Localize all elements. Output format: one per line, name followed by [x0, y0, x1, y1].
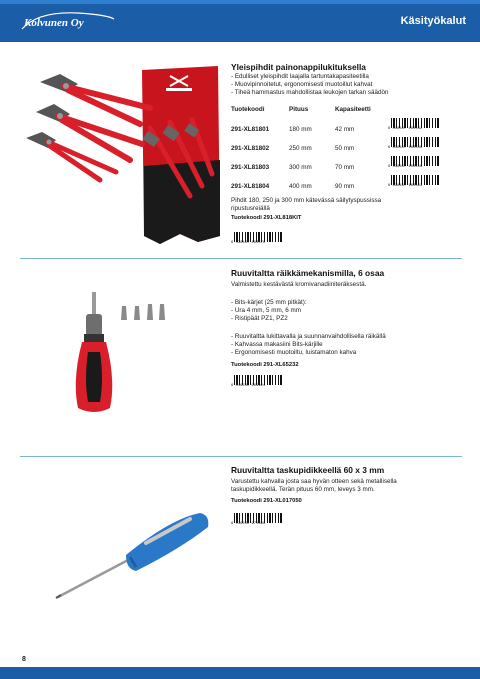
- barcode: [388, 175, 440, 189]
- screwdriver-body: [76, 292, 113, 412]
- barcode-number: 6 416240 971699: [231, 522, 266, 526]
- barcode: [231, 513, 283, 527]
- barcode: [388, 156, 440, 170]
- ratchet-product-code: Tuotekoodi 291-XL65232: [231, 362, 299, 368]
- capacity: 70 mm: [335, 164, 355, 171]
- length: 250 mm: [289, 145, 312, 152]
- pliers-bullet: - Edulliset yleispihdit laajalla tartuntakapasiteetilla: [231, 73, 369, 80]
- barcode: [231, 375, 283, 389]
- length: 300 mm: [289, 164, 312, 171]
- table-row: [231, 158, 385, 177]
- pocket-product-code: Tuotekoodi 291-XL017050: [231, 498, 302, 504]
- bits-item: - Ristipäät PZ1, PZ2: [231, 315, 288, 322]
- screwdriver-handle: [126, 513, 208, 571]
- ratchet-title: Ruuvitaltta räikkämekanismilla, 6 osaa: [231, 268, 385, 278]
- barcode-number: 6 438437 160556: [388, 165, 423, 169]
- section-divider: [20, 258, 462, 259]
- pocket-description: taskupidikkeellä. Terän pituus 60 mm, leveys 3 mm.: [231, 486, 375, 493]
- pliers-pouch-image: [20, 56, 225, 251]
- table-row: [231, 120, 385, 139]
- kit-note: Pihdit 180, 250 ja 300 mm kätevässä säilytyspussissa: [231, 197, 382, 204]
- table-header-row: [231, 106, 385, 120]
- barcode-number: 6 438437 160570: [231, 241, 266, 245]
- page-header: [0, 0, 480, 42]
- pocket-screwdriver-image: [50, 505, 215, 605]
- screwdriver-shaft: [56, 559, 130, 598]
- product-code: 291-XL81801: [231, 126, 270, 133]
- pliers-medium: [36, 104, 142, 160]
- pliers-small: [26, 132, 116, 180]
- barcode-number: 6 438437 160549: [388, 146, 423, 150]
- pliers-spec-table: [231, 106, 385, 196]
- bits-item: - Ura 4 mm, 5 mm, 6 mm: [231, 307, 301, 314]
- table-row: [231, 139, 385, 158]
- feature-item: - Kahvassa makasiini Bits-kärjille: [231, 341, 323, 348]
- footer-bar: [0, 667, 480, 679]
- length: 400 mm: [289, 183, 312, 190]
- header-code: Tuotekoodi: [231, 106, 265, 113]
- kit-note: ripustusreiällä: [231, 205, 270, 212]
- page-number: 8: [22, 656, 26, 663]
- header-stripe: [0, 0, 480, 4]
- product-code: 291-XL81804: [231, 183, 270, 190]
- barcode-number: 6 416240 969924: [231, 384, 266, 388]
- capacity: 50 mm: [335, 145, 355, 152]
- barcode-number: 6 438437 160532: [388, 127, 423, 131]
- pliers-title: Yleispihdit painonappilukituksella: [231, 62, 366, 72]
- ratchet-subtitle: Valmistettu kestävästä kromivanadiiniteräksestä.: [231, 281, 367, 288]
- pocket-description: Varustettu kahvalla josta saa hyvän otteen sekä metallisella: [231, 478, 397, 485]
- category-title: Käsityökalut: [400, 15, 466, 27]
- storage-pouch: [142, 66, 220, 244]
- section-divider: [20, 456, 462, 457]
- capacity: 90 mm: [335, 183, 355, 190]
- header-length: Pituus: [289, 106, 309, 113]
- capacity: 42 mm: [335, 126, 355, 133]
- header-capacity: Kapasiteetti: [335, 106, 371, 113]
- brand-logo: [18, 9, 118, 33]
- logo-text: Kolvunen Oy: [24, 17, 84, 29]
- product-code: 291-XL81803: [231, 164, 270, 171]
- barcode: [231, 232, 283, 246]
- ratchet-screwdriver-image: [60, 290, 170, 415]
- kit-product-code: Tuotekoodi 291-XL818KIT: [231, 215, 302, 221]
- barcode: [388, 137, 440, 151]
- bits-intro: - Bits-kärjet (25 mm pitkät):: [231, 299, 307, 306]
- product-code: 291-XL81802: [231, 145, 270, 152]
- length: 180 mm: [289, 126, 312, 133]
- table-row: [231, 177, 385, 196]
- pliers-bullet: - Muovipinnoitetut, ergonomisesti muotoillut kahvat: [231, 81, 373, 88]
- feature-item: - Ruuvitaltta lukittavalla ja suunnanvaihdollisella räikällä: [231, 333, 386, 340]
- pocket-title: Ruuvitaltta taskupidikkeellä 60 x 3 mm: [231, 465, 385, 475]
- pliers-bullet: - Tiheä hammastus mahdollistaa leukojen tarkan säädön: [231, 89, 389, 96]
- bits: [121, 304, 165, 320]
- barcode: [388, 118, 440, 132]
- feature-item: - Ergonomisesti muotoiltu, luistamaton kahva: [231, 349, 357, 356]
- barcode-number: 6 438437 160563: [388, 184, 423, 188]
